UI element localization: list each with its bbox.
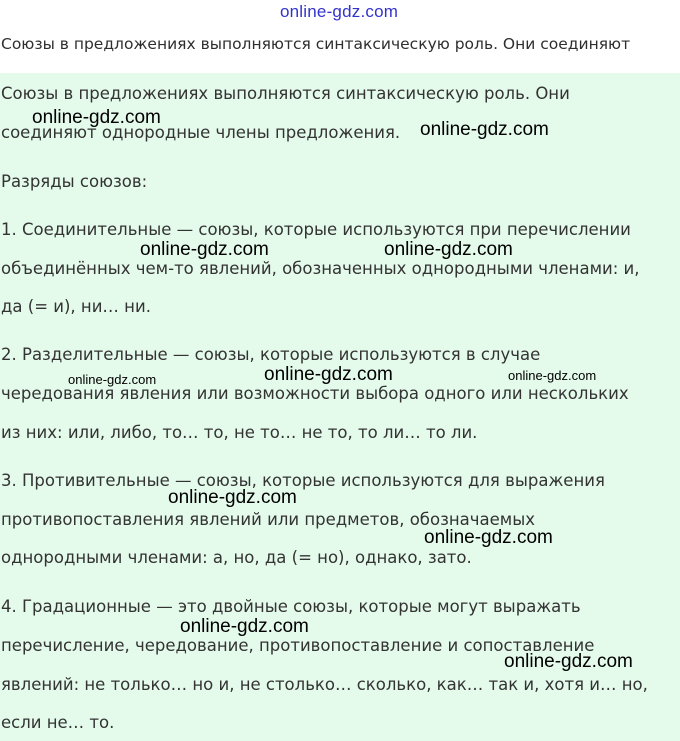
answer-line: из них: или, либо, то… то, не то… не то, то ли… то ли. bbox=[1, 423, 478, 442]
watermark: online-gdz.com bbox=[68, 372, 157, 387]
answer-line: если не… то. bbox=[1, 713, 115, 732]
watermark: online-gdz.com bbox=[168, 487, 297, 508]
answer-line: чередования явления или возможности выбора одного или нескольких bbox=[1, 384, 629, 403]
watermark: online-gdz.com bbox=[424, 527, 553, 548]
watermark: online-gdz.com bbox=[180, 616, 309, 637]
answer-line: явлений: не только… но и, не столько… сколько, как… так и, хотя и… но, bbox=[1, 675, 648, 694]
watermark: online-gdz.com bbox=[32, 107, 161, 128]
watermark: online-gdz.com bbox=[384, 239, 513, 260]
answer-line: 2. Разделительные — союзы, которые используются в случае bbox=[1, 345, 541, 364]
watermark: online-gdz.com bbox=[508, 368, 597, 383]
answer-line: соединяют однородные члены предложения. bbox=[1, 123, 401, 142]
answer-line: 4. Градационные — это двойные союзы, которые могут выражать bbox=[1, 597, 581, 616]
question-text: Союзы в предложениях выполняются синтаксическую роль. Они соединяют bbox=[1, 35, 631, 53]
answer-line: 3. Противительные — союзы, которые используются для выражения bbox=[1, 471, 605, 490]
answer-line: Союзы в предложениях выполняются синтаксическую роль. Они bbox=[1, 84, 570, 103]
answer-line: однородными членами: а, но, да (= но), однако, зато. bbox=[1, 548, 472, 567]
answer-line: перечисление, чередование, противопоставление и сопоставление bbox=[1, 636, 595, 655]
answer-line: 1. Соединительные — союзы, которые используются при перечислении bbox=[1, 220, 631, 239]
site-watermark: online-gdz.com bbox=[280, 2, 399, 21]
watermark: online-gdz.com bbox=[140, 239, 269, 260]
watermark: online-gdz.com bbox=[420, 119, 549, 140]
answer-line: да (= и), ни… ни. bbox=[1, 297, 151, 316]
answer-line: Разряды союзов: bbox=[1, 172, 148, 191]
watermark: online-gdz.com bbox=[504, 651, 633, 672]
answer-line: противопоставления явлений или предметов, обозначаемых bbox=[1, 510, 535, 529]
watermark: online-gdz.com bbox=[264, 364, 393, 385]
answer-line: объединённых чем-то явлений, обозначенных однородными членами: и, bbox=[1, 259, 640, 278]
